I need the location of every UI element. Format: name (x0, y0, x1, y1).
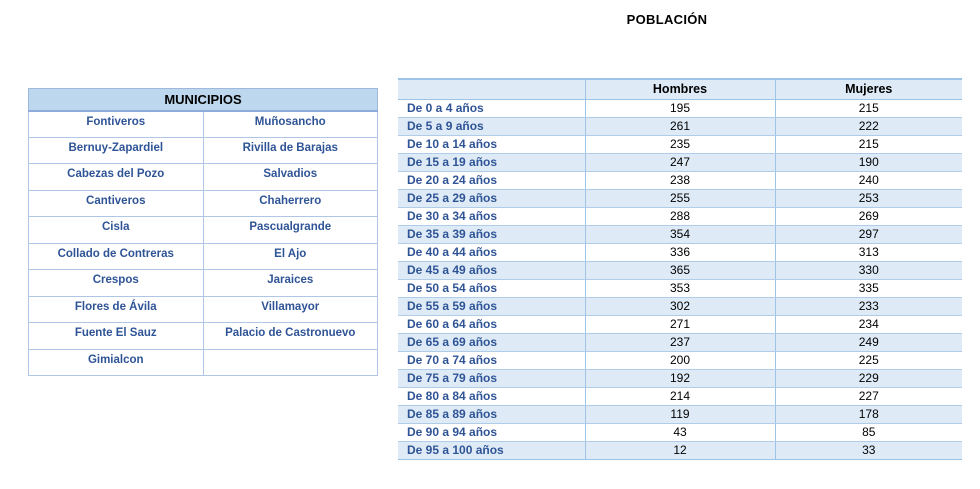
poblacion-row (398, 297, 962, 315)
municipio-row (29, 296, 378, 323)
municipio-cell: Crespos (29, 270, 204, 297)
age-group-cell: De 85 a 89 años (398, 405, 585, 423)
hombres-value-cell: 354 (585, 225, 775, 243)
poblacion-row (398, 189, 962, 207)
poblacion-body (398, 99, 962, 459)
municipio-cell: Fuente El Sauz (29, 323, 204, 350)
municipios-header: MUNICIPIOS (29, 89, 378, 111)
mujeres-value-cell: 253 (775, 189, 962, 207)
poblacion-row (398, 135, 962, 153)
poblacion-row (398, 351, 962, 369)
mujeres-value-cell: 297 (775, 225, 962, 243)
municipio-cell (203, 349, 378, 376)
poblacion-row (398, 441, 962, 459)
poblacion-row (398, 153, 962, 171)
hombres-value-cell: 247 (585, 153, 775, 171)
municipio-cell: Salvadios (203, 164, 378, 191)
hombres-value-cell: 255 (585, 189, 775, 207)
age-group-cell: De 45 a 49 años (398, 261, 585, 279)
mujeres-value-cell: 222 (775, 117, 962, 135)
age-group-cell: De 40 a 44 años (398, 243, 585, 261)
poblacion-row (398, 261, 962, 279)
age-group-cell: De 25 a 29 años (398, 189, 585, 207)
municipio-cell: Cantiveros (29, 190, 204, 217)
municipio-row (29, 164, 378, 191)
mujeres-value-cell: 234 (775, 315, 962, 333)
age-group-cell: De 35 a 39 años (398, 225, 585, 243)
hombres-value-cell: 200 (585, 351, 775, 369)
hombres-value-cell: 336 (585, 243, 775, 261)
poblacion-table (398, 78, 962, 460)
hombres-value-cell: 119 (585, 405, 775, 423)
mujeres-value-cell: 225 (775, 351, 962, 369)
municipio-row (29, 137, 378, 164)
mujeres-value-cell: 269 (775, 207, 962, 225)
mujeres-value-cell: 33 (775, 441, 962, 459)
municipio-row (29, 323, 378, 350)
mujeres-value-cell: 249 (775, 333, 962, 351)
municipios-table (28, 88, 378, 376)
hombres-value-cell: 12 (585, 441, 775, 459)
mujeres-value-cell: 330 (775, 261, 962, 279)
age-group-cell: De 80 a 84 años (398, 387, 585, 405)
municipio-cell: Cisla (29, 217, 204, 244)
hombres-value-cell: 192 (585, 369, 775, 387)
age-group-cell: De 0 a 4 años (398, 99, 585, 117)
mujeres-value-cell: 229 (775, 369, 962, 387)
hombres-value-cell: 195 (585, 99, 775, 117)
municipio-cell: Villamayor (203, 296, 378, 323)
age-column-header (398, 79, 585, 99)
age-group-cell: De 20 a 24 años (398, 171, 585, 189)
age-group-cell: De 70 a 74 años (398, 351, 585, 369)
mujeres-value-cell: 227 (775, 387, 962, 405)
municipio-cell: El Ajo (203, 243, 378, 270)
municipio-cell: Bernuy-Zapardiel (29, 137, 204, 164)
hombres-value-cell: 353 (585, 279, 775, 297)
poblacion-row (398, 279, 962, 297)
municipio-row (29, 349, 378, 376)
hombres-value-cell: 43 (585, 423, 775, 441)
hombres-value-cell: 302 (585, 297, 775, 315)
age-group-cell: De 50 a 54 años (398, 279, 585, 297)
poblacion-row (398, 369, 962, 387)
municipio-row (29, 243, 378, 270)
municipio-cell: Pascualgrande (203, 217, 378, 244)
age-group-cell: De 10 a 14 años (398, 135, 585, 153)
page-title: POBLACIÓN (626, 12, 708, 27)
mujeres-value-cell: 215 (775, 135, 962, 153)
poblacion-row (398, 333, 962, 351)
poblacion-header-row (398, 79, 962, 99)
hombres-column-header: Hombres (585, 79, 775, 99)
mujeres-column-header: Mujeres (775, 79, 962, 99)
municipio-row (29, 270, 378, 297)
hombres-value-cell: 214 (585, 387, 775, 405)
hombres-value-cell: 288 (585, 207, 775, 225)
age-group-cell: De 60 a 64 años (398, 315, 585, 333)
municipios-body (29, 111, 378, 376)
poblacion-row (398, 99, 962, 117)
municipio-cell: Gimialcon (29, 349, 204, 376)
municipio-row (29, 190, 378, 217)
mujeres-value-cell: 233 (775, 297, 962, 315)
poblacion-row (398, 315, 962, 333)
poblacion-row (398, 171, 962, 189)
poblacion-row (398, 387, 962, 405)
mujeres-value-cell: 313 (775, 243, 962, 261)
municipio-cell: Muñosancho (203, 111, 378, 138)
poblacion-row (398, 405, 962, 423)
municipios-header-row (29, 89, 378, 111)
poblacion-row (398, 207, 962, 225)
age-group-cell: De 75 a 79 años (398, 369, 585, 387)
age-group-cell: De 65 a 69 años (398, 333, 585, 351)
municipio-cell: Jaraices (203, 270, 378, 297)
age-group-cell: De 30 a 34 años (398, 207, 585, 225)
age-group-cell: De 90 a 94 años (398, 423, 585, 441)
poblacion-row (398, 117, 962, 135)
mujeres-value-cell: 85 (775, 423, 962, 441)
hombres-value-cell: 261 (585, 117, 775, 135)
municipio-cell: Fontiveros (29, 111, 204, 138)
age-group-cell: De 5 a 9 años (398, 117, 585, 135)
municipio-cell: Rivilla de Barajas (203, 137, 378, 164)
municipio-row (29, 111, 378, 138)
hombres-value-cell: 238 (585, 171, 775, 189)
mujeres-value-cell: 335 (775, 279, 962, 297)
municipio-cell: Collado de Contreras (29, 243, 204, 270)
age-group-cell: De 95 a 100 años (398, 441, 585, 459)
hombres-value-cell: 235 (585, 135, 775, 153)
municipio-cell: Cabezas del Pozo (29, 164, 204, 191)
age-group-cell: De 15 a 19 años (398, 153, 585, 171)
hombres-value-cell: 271 (585, 315, 775, 333)
municipio-cell: Flores de Ávila (29, 296, 204, 323)
mujeres-value-cell: 178 (775, 405, 962, 423)
municipio-cell: Palacio de Castronuevo (203, 323, 378, 350)
poblacion-row (398, 423, 962, 441)
mujeres-value-cell: 240 (775, 171, 962, 189)
age-group-cell: De 55 a 59 años (398, 297, 585, 315)
mujeres-value-cell: 190 (775, 153, 962, 171)
poblacion-row (398, 243, 962, 261)
hombres-value-cell: 237 (585, 333, 775, 351)
hombres-value-cell: 365 (585, 261, 775, 279)
mujeres-value-cell: 215 (775, 99, 962, 117)
municipio-row (29, 217, 378, 244)
municipio-cell: Chaherrero (203, 190, 378, 217)
poblacion-row (398, 225, 962, 243)
